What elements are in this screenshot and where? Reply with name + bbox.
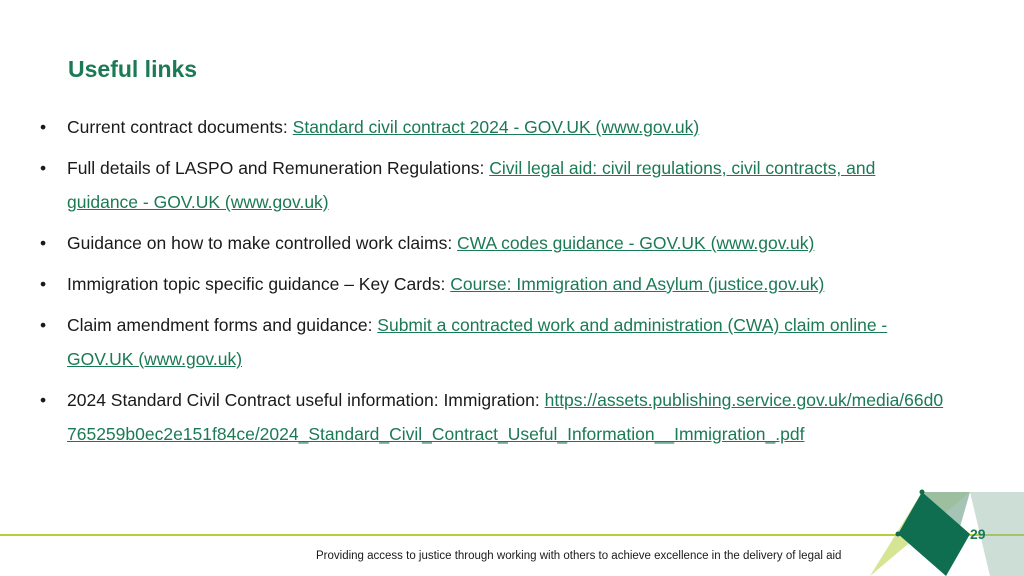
link-immigration-asylum-course[interactable]: Course: Immigration and Asylum (justice.gov.uk) — [450, 274, 825, 294]
item-label: Immigration topic specific guidance – Key Cards: — [67, 274, 451, 294]
item-label: Claim amendment forms and guidance: — [67, 315, 378, 335]
list-item-contract-useful-information — [40, 383, 950, 451]
bullet-icon: • — [40, 274, 47, 294]
list-item-immigration-key-cards — [40, 267, 950, 301]
top-node — [920, 490, 925, 495]
slide-title: Useful links — [68, 56, 198, 82]
link-cwa-codes-guidance[interactable]: CWA codes guidance - GOV.UK (www.gov.uk) — [457, 233, 815, 253]
list-item-contract-documents — [40, 110, 950, 144]
link-civil-regulations[interactable]: Civil legal aid: civil regulations, civil contracts, and guidance - GOV.UK (www.gov.uk) — [67, 158, 876, 212]
bullet-icon: • — [40, 390, 47, 410]
decorative-triangles-logo — [870, 488, 1024, 576]
list-item-controlled-work-claims — [40, 226, 950, 260]
footer-tagline: Providing access to justice through working with others to achieve excellence in the delivery of legal aid — [316, 550, 842, 562]
bullet-icon: • — [40, 233, 47, 253]
item-label: 2024 Standard Civil Contract useful information: Immigration: — [67, 390, 545, 410]
page-number: 29 — [970, 526, 986, 542]
bullet-icon: • — [40, 315, 47, 335]
item-label: Full details of LASPO and Remuneration Regulations: — [67, 158, 490, 178]
bullet-icon: • — [40, 117, 47, 137]
link-submit-cwa-claim[interactable]: Submit a contracted work and administration (CWA) claim online - GOV.UK (www.gov.uk) — [67, 315, 888, 369]
link-standard-civil-contract[interactable]: Standard civil contract 2024 - GOV.UK (www.gov.uk) — [292, 117, 700, 137]
item-label: Current contract documents: — [67, 117, 293, 137]
item-label: Guidance on how to make controlled work claims: — [67, 233, 458, 253]
list-item-claim-amendment-forms — [40, 308, 950, 376]
useful-links-list — [40, 110, 950, 458]
list-item-laspo-regulations — [40, 151, 950, 219]
left-node — [896, 532, 901, 537]
link-useful-information-pdf[interactable]: https://assets.publishing.service.gov.uk/media/66d0765259b0ec2e151f84ce/2024_Standard_Civil_Contract_Useful_Information__Immigration_.pdf — [67, 390, 944, 444]
bullet-icon: • — [40, 158, 47, 178]
